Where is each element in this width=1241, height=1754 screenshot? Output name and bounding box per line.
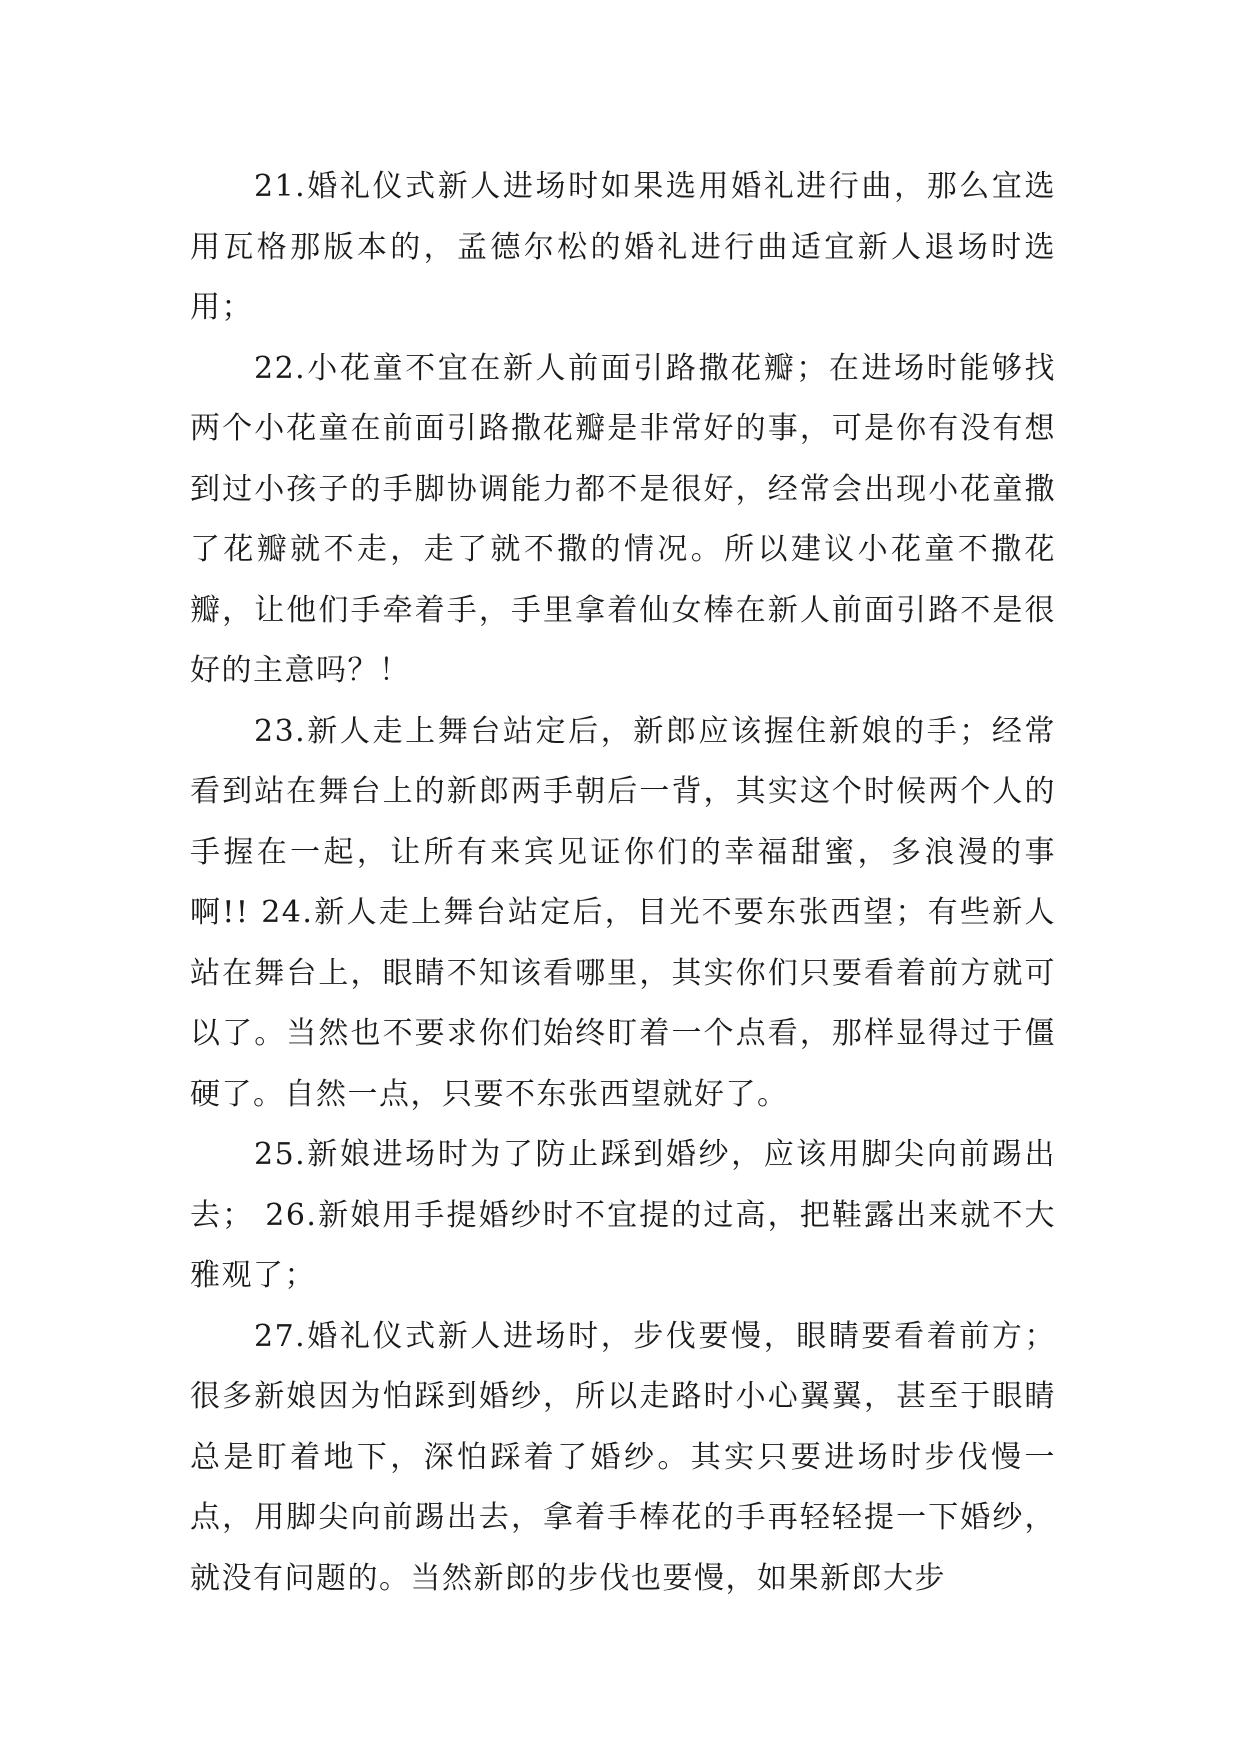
paragraph-23-24: 23.新人走上舞台站定后，新郎应该握住新娘的手；经常看到站在舞台上的新郎两手朝后一背，其实这个时候两个人的手握在一起，让所有来宾见证你们的幸福甜蜜，多浪漫的事啊!! 24.新人走上舞台站定后，目光不要东张西望；有些新人站在舞台上，眼睛不知该看哪里，其实你们只要看着前方就可以了。当然也不要求你们始终盯着一个点看，那样显得过于僵硬了。自然一点，只要不东张西望就好了。: [190, 713, 1056, 1112]
paragraph-25-26: 25.新娘进场时为了防止踩到婚纱，应该用脚尖向前踢出去； 26.新娘用手提婚纱时不宜提的过高，把鞋露出来就不大雅观了；: [190, 1137, 1056, 1293]
paragraph-22: 22.小花童不宜在新人前面引路撒花瓣；在进场时能够找两个小花童在前面引路撒花瓣是非常好的事，可是你有没有想到过小孩子的手脚协调能力都不是很好，经常会出现小花童撒了花瓣就不走，走了就不撒的情况。所以建议小花童不撒花瓣，让他们手牵着手，手里拿着仙女棒在新人前面引路不是很好的主意吗？！: [190, 350, 1056, 688]
paragraph-27: 27.婚礼仪式新人进场时，步伐要慢，眼睛要看着前方；很多新娘因为怕踩到婚纱，所以走路时小心翼翼，甚至于眼睛总是盯着地下，深怕踩着了婚纱。其实只要进场时步伐慢一点，用脚尖向前踢出去，拿着手棒花的手再轻轻提一下婚纱，就没有问题的。当然新郎的步伐也要慢，如果新郎大步: [190, 1318, 1056, 1596]
paragraph-21: 21.婚礼仪式新人进场时如果选用婚礼进行曲，那么宜选用瓦格那版本的，孟德尔松的婚礼进行曲适宜新人退场时选用；: [190, 169, 1056, 325]
body-text: [190, 157, 1056, 1609]
